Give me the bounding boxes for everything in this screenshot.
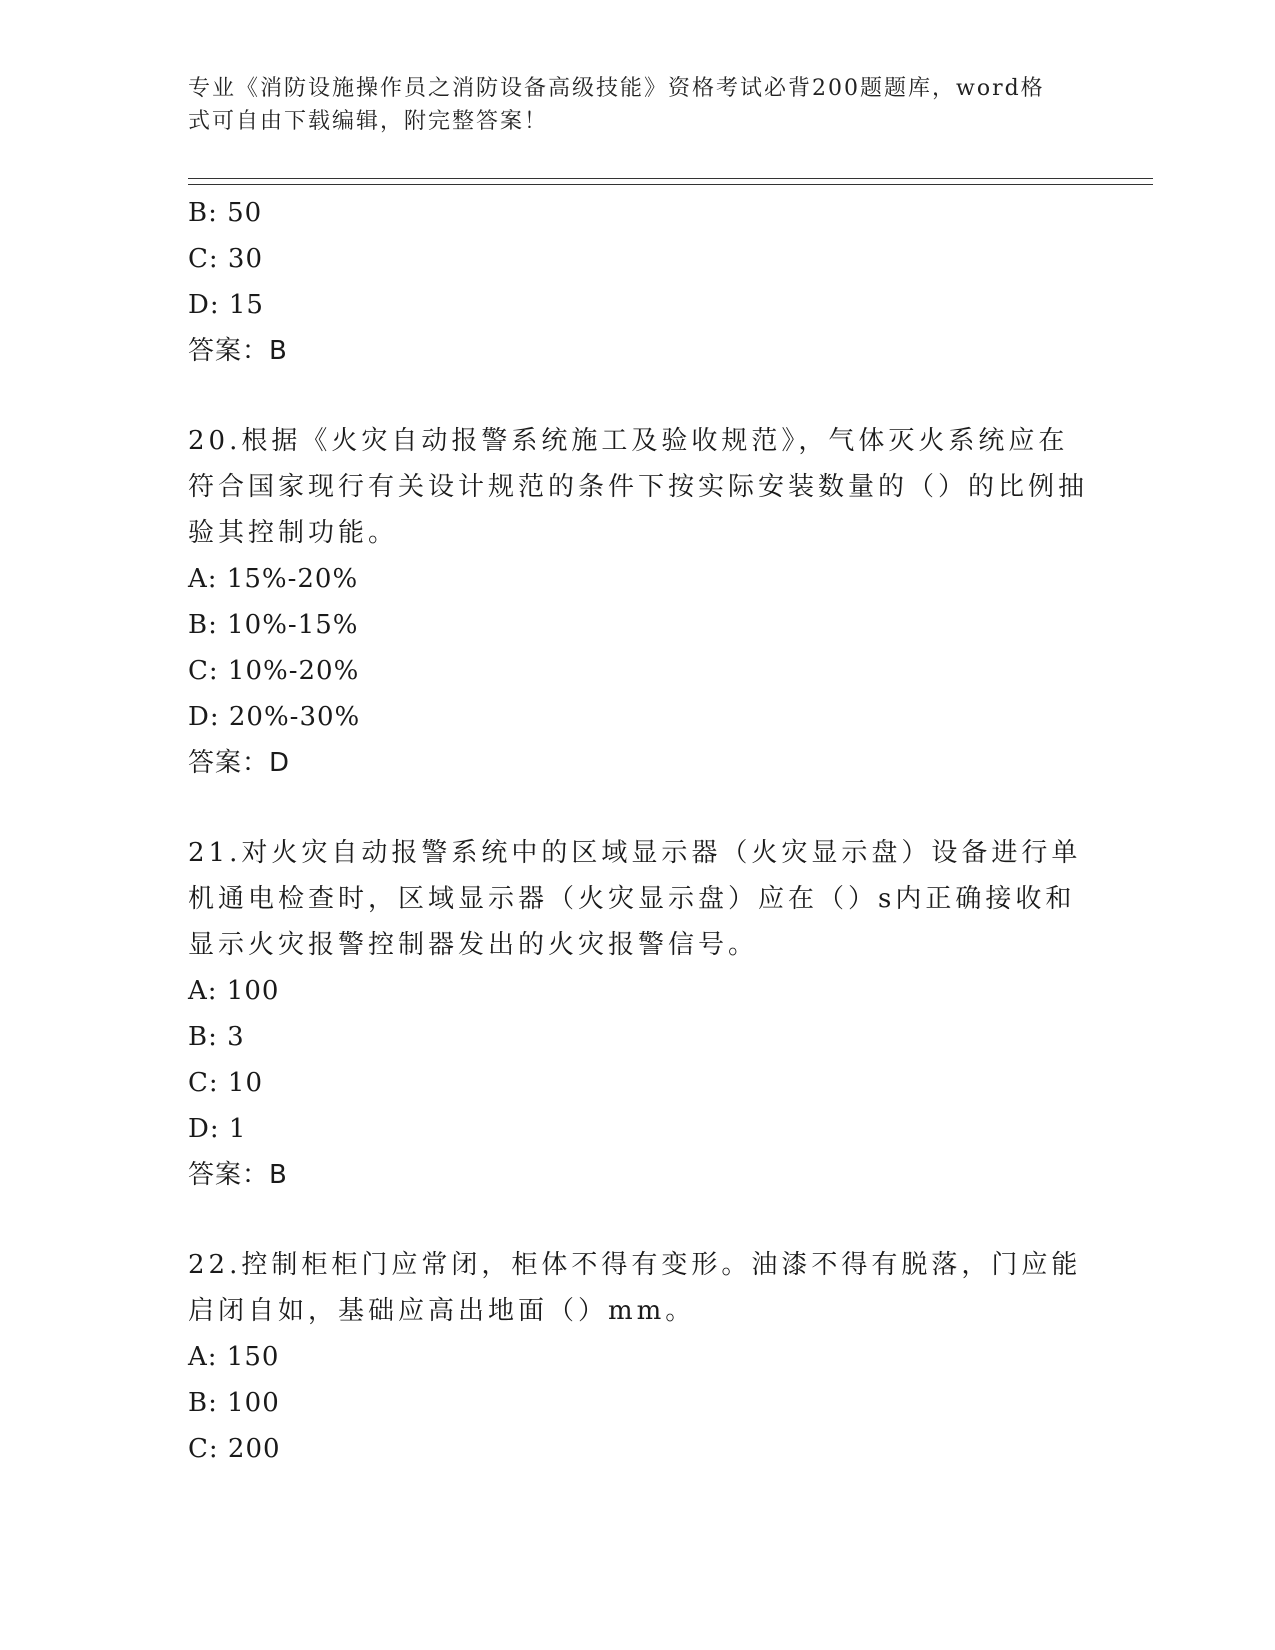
answer-line: 答案：B bbox=[188, 1160, 288, 1190]
question-block bbox=[188, 830, 1088, 1198]
question-fragment bbox=[188, 190, 1088, 374]
header-rule-top bbox=[188, 178, 1153, 179]
option-c: C: 10%-20% bbox=[188, 656, 360, 686]
question-block bbox=[188, 418, 1088, 786]
document-body bbox=[188, 190, 1088, 1472]
question-text: 20.根据《火灾自动报警系统施工及验收规范》，气体灭火系统应在符合国家现行有关设计规范的条件下按实际安装数量的（）的比例抽验其控制功能。 bbox=[188, 426, 1089, 548]
option-a: A: 150 bbox=[188, 1342, 280, 1372]
document-header: 专业《消防设施操作员之消防设备高级技能》资格考试必背200题题库，word格式可自由下载编辑，附完整答案！ bbox=[188, 76, 1045, 134]
answer-line: 答案：B bbox=[188, 336, 288, 366]
option-c: C: 200 bbox=[188, 1434, 281, 1464]
option-b: B: 3 bbox=[188, 1022, 245, 1052]
option-b: B: 100 bbox=[188, 1388, 280, 1418]
option-d: D: 15 bbox=[188, 290, 264, 320]
answer-line: 答案：D bbox=[188, 748, 291, 778]
option-c: C: 10 bbox=[188, 1068, 264, 1098]
option-c: C: 30 bbox=[188, 244, 264, 274]
question-text: 21.对火灾自动报警系统中的区域显示器（火灾显示盘）设备进行单机通电检查时，区域显示器（火灾显示盘）应在（）s内正确接收和显示火灾报警控制器发出的火灾报警信号。 bbox=[188, 838, 1082, 960]
option-d: D: 1 bbox=[188, 1114, 247, 1144]
option-a: A: 15%-20% bbox=[188, 564, 359, 594]
option-d: D: 20%-30% bbox=[188, 702, 361, 732]
option-b: B: 10%-15% bbox=[188, 610, 359, 640]
option-b: B: 50 bbox=[188, 198, 263, 228]
question-block bbox=[188, 1242, 1088, 1472]
header-rule-bottom bbox=[188, 184, 1153, 185]
option-a: A: 100 bbox=[188, 976, 280, 1006]
question-text: 22.控制柜柜门应常闭，柜体不得有变形。油漆不得有脱落，门应能启闭自如，基础应高出地面（）mm。 bbox=[188, 1250, 1082, 1326]
